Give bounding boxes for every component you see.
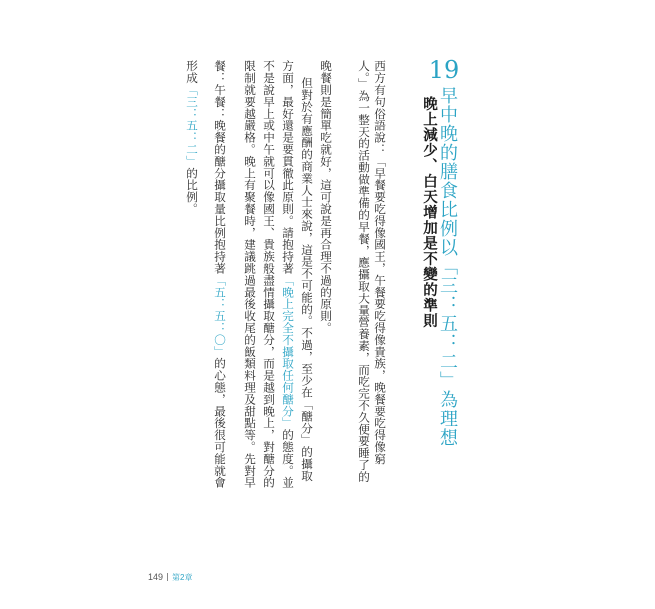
body-column-4: 但對於有應酬的商業人士來說，這是不可能的。不過，至少在「醣分」的攝取 [300, 77, 314, 482]
chapter-label: 第2章 [172, 573, 193, 582]
body-column-6: 不是說早上或中午就可以像國王、貴族般盡情攝取醣分，而是越到晚上，對醣分的 [262, 60, 276, 489]
footer-divider [167, 573, 168, 581]
title-text-post: 為理想 [437, 390, 458, 447]
col9-highlight: 「三：五：二」 [185, 83, 199, 168]
col8-pre: 餐：午餐：晚餐的醣分攝取量比例抱持著 [213, 60, 227, 275]
body-column-7: 限制就要越嚴格。晚上有聚餐時，建議跳過最後收尾的飯類料理及甜點等。先對早 [243, 60, 257, 489]
body-column-1: 西方有句俗語說：「早餐要吃得像國王，午餐要吃得像貴族，晚餐要吃得像窮 [373, 60, 387, 465]
page-number: 149 [148, 572, 164, 582]
col5-pre: 方面，最好還是要貫徹此原則。請抱持著 [281, 60, 295, 275]
col8-post: 的心態，最後很可能就會 [213, 357, 227, 489]
body-column-9 [184, 60, 200, 215]
title-ratio-highlight: 「三：五：二」 [437, 257, 458, 390]
body-column-8 [212, 60, 228, 488]
body-column-3: 晚餐則是簡單吃就好，這可說是再合理不過的原則。 [319, 60, 333, 334]
section-number: 19 [428, 56, 460, 84]
page-footer [148, 572, 192, 583]
body-column-2: 人。」為一整天的活動做準備的早餐，應攝取大量營養素，而吃完不久便要睡了的 [357, 60, 371, 483]
section-subtitle: 晚上減少、白天增加是不變的準則 [421, 96, 437, 329]
col8-highlight: 「五：五：〇」 [213, 274, 227, 358]
col9-pre: 形成 [185, 60, 199, 84]
body-column-5 [280, 60, 296, 488]
col5-post: 的態度。並 [281, 428, 295, 489]
col9-post: 的比例。 [185, 167, 199, 215]
title-text-pre: 早中晚的膳食比例以 [437, 86, 458, 257]
section-title [436, 86, 458, 447]
col5-highlight: 「晚上完全不攝取任何醣分」 [281, 274, 295, 429]
